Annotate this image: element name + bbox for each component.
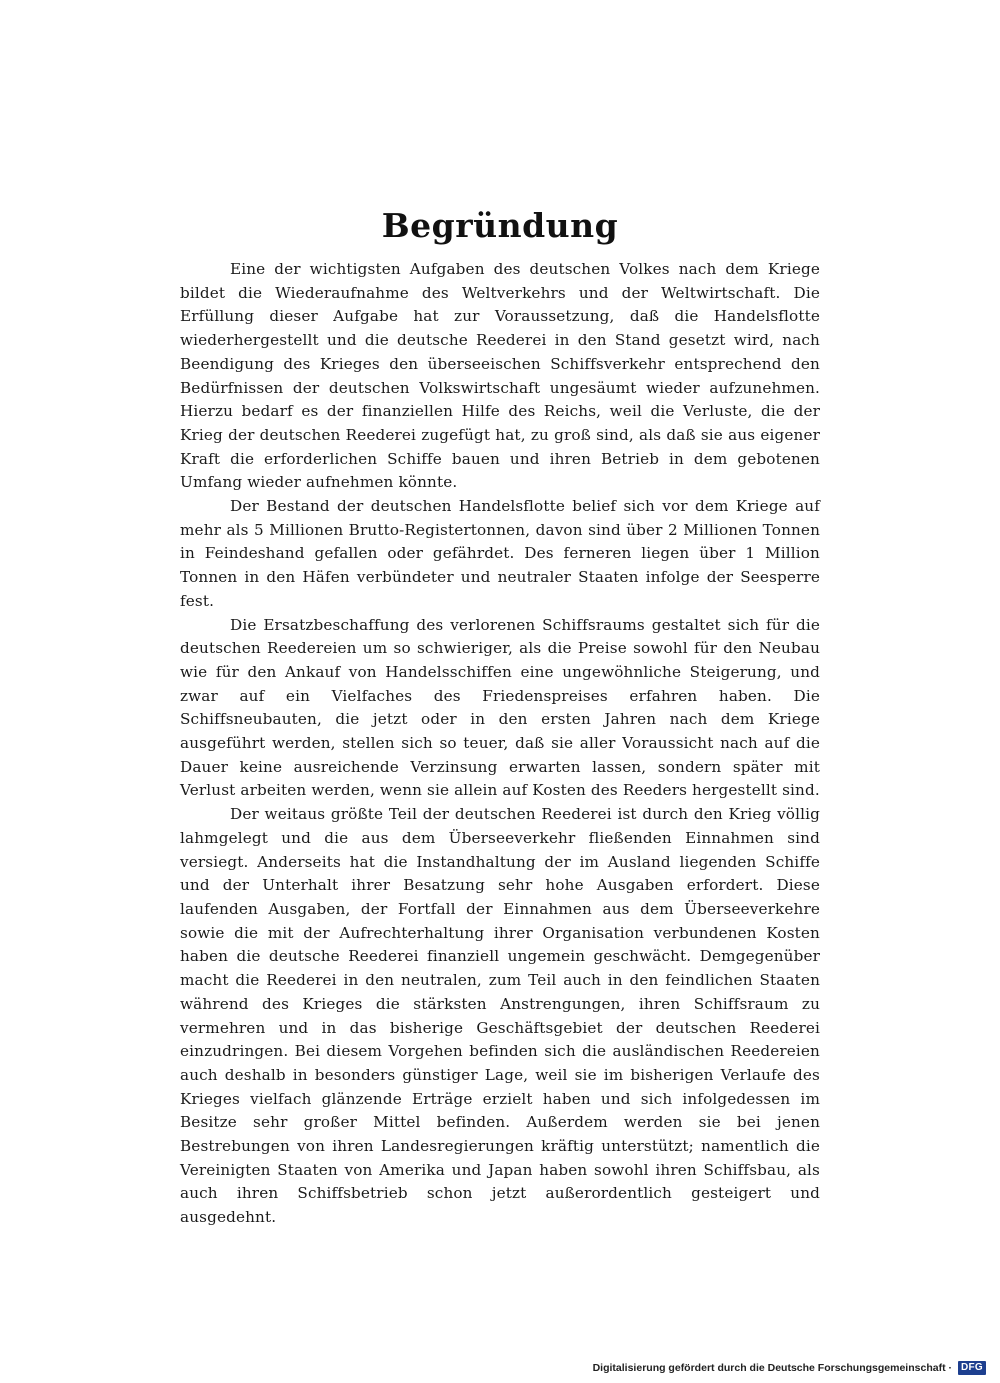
funding-footer: [593, 1361, 986, 1375]
funding-note: Digitalisierung gefördert durch die Deutsche Forschungsgemeinschaft ·: [592, 1362, 952, 1374]
page-title: Begründung: [381, 206, 619, 245]
paragraph-4: Der weitaus größte Teil der deutschen Reederei ist durch den Krieg völlig lahmgelegt und die aus dem Überseeverkehr fließenden Einnahmen sind versiegt. Anderseits hat die Instandhaltung der im Ausland liegenden Schiffe und der Unterhalt ihrer Besatzung sehr hohe Ausgaben erfordert. Diese laufenden Ausgaben, der Fortfall der Einnahmen aus dem Überseeverkehre sowie die mit der Aufrechterhaltung ihrer Organisation verbundenen Kosten haben die deutsche Reederei finanziell ungemein geschwächt. Demgegenüber macht die Reederei in den neutralen, zum Teil auch in den feindlichen Staaten während des Krieges die stärksten Anstrengungen, ihren Schiffsraum zu vermehren und in das bisherige Geschäftsgebiet der deutschen Reederei einzudringen. Bei diesem Vorgehen befinden sich die ausländischen Reedereien auch deshalb in besonders günstiger Lage, weil sie im bisherigen Verlaufe des Krieges vielfach glänzende Erträge erzielt haben und sich infolgedessen im Besitze sehr großer Mittel befinden. Außerdem werden sie bei jenen Bestrebungen von ihren Landesregierungen kräftig unterstützt; namentlich die Vereinigten Staaten von Amerika und Japan haben sowohl ihren Schiffsbau, als auch ihren Schiffsbetrieb schon jetzt außerordentlich gesteigert und ausgedehnt.: [180, 805, 820, 1227]
dfg-logo: DFG: [958, 1361, 986, 1375]
paragraph-1: Eine der wichtigsten Aufgaben des deutschen Volkes nach dem Kriege bildet die Wiederaufnahme des Weltverkehrs und der Weltwirtschaft. Die Erfüllung dieser Aufgabe hat zur Voraussetzung, daß die Handelsflotte wiederhergestellt und die deutsche Reederei in den Stand gesetzt wird, nach Beendigung des Krieges den überseeischen Schiffsverkehr entsprechend den Bedürfnissen der deutschen Volkswirtschaft ungesäumt wieder aufzunehmen. Hierzu bedarf es der finanziellen Hilfe des Reichs, weil die Verluste, die der Krieg der deutschen Reederei zugefügt hat, zu groß sind, als daß sie aus eigener Kraft die erforderlichen Schiffe bauen und ihren Betrieb in dem gebotenen Umfang wieder aufnehmen könnte.: [180, 260, 820, 492]
paragraph-3: Die Ersatzbeschaffung des verlorenen Schiffsraums gestaltet sich für die deutschen Reedereien um so schwieriger, als die Preise sowohl für den Neubau wie für den Ankauf von Handelsschiffen eine ungewöhnliche Steigerung, und zwar auf ein Vielfaches des Friedenspreises erfahren haben. Die Schiffsneubauten, die jetzt oder in den ersten Jahren nach dem Kriege ausgeführt werden, stellen sich so teuer, daß sie aller Voraussicht nach auf die Dauer keine ausreichende Verzinsung erwarten lassen, sondern später mit Verlust arbeiten werden, wenn sie allein auf Kosten des Reeders hergestellt sind.: [180, 615, 820, 800]
document-body: [180, 258, 820, 1230]
paragraph-2: Der Bestand der deutschen Handelsflotte belief sich vor dem Kriege auf mehr als 5 Millionen Brutto-Registertonnen, davon sind über 2 Millionen Tonnen in Feindeshand gefallen oder gefährdet. Des ferneren liegen über 1 Million Tonnen in den Häfen verbündeter und neutraler Staaten infolge der Seesperre fest.: [180, 497, 820, 610]
